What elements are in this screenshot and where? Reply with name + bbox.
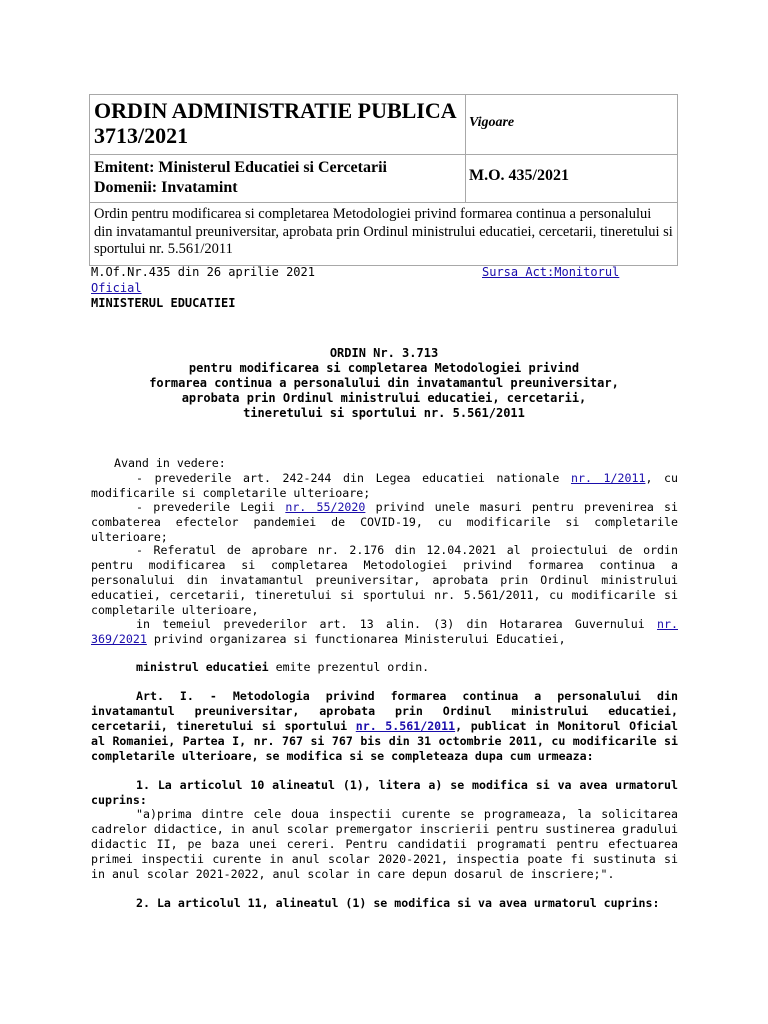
order-number: ORDIN Nr. 3.713	[329, 346, 439, 360]
article-1: Art. I. - Metodologia privind formarea continua a personalului din invatamantul preuniversitar, aprobata prin Ordinul ministrului educatiei, cercetarii, tineretului si sportului nr. 5.561/2011, publicat in Monitorul Oficial al Romaniei, Partea I, nr. 767 si 767 bis din 31 octombrie 2011, cu modificarile si completarile ulterioare, se modifica si se completeaza dupa cum urmeaza:	[91, 689, 678, 764]
preamble-item-3: - Referatul de aprobare nr. 2.176 din 12.04.2021 al proiectului de ordin pentru modificarea si completarea Metodologiei privind formarea continua a personalului din invatamantul preuniversitar, aprobata prin Ordinul ministrului educatiei, cercetarii, tineretului si sportului nr. 5.561/2011, cu modificarile si completarile ulterioare,	[91, 543, 678, 618]
order-title-line-4: tineretului si sportului nr. 5.561/2011	[243, 406, 525, 420]
law-link-1-2011[interactable]: nr. 1/2011	[570, 471, 646, 485]
act-domenii: Domenii: Invatamint	[94, 179, 238, 196]
preamble-item-1: - prevederile art. 242-244 din Legea educatiei nationale nr. 1/2011, cu modificarile si completarile ulterioare;	[91, 471, 678, 501]
mof-reference: M.Of.Nr.435 din 26 aprilie 2021	[91, 265, 315, 279]
point-2: 2. La articolul 11, alineatul (1) se modifica si va avea urmatorul cuprins:	[136, 896, 660, 910]
order-title-line-2: formarea continua a personalului din invatamantul preuniversitar,	[149, 376, 619, 390]
point-1-quote: "a)prima dintre cele doua inspectii curente se programeaza, la solicitarea cadrelor didactice, in anul scolar premergator inscrierii pentru sustinerea gradului didactic II, pe baza unei cereri. Pentru candidatii programati pentru efectuarea primei inspectii curente in anul scolar 2020-2021, inspectia poate fi sustinuta si in anul scolar 2021-2022, anul scolar in care depun dosarul de inscriere;".	[91, 807, 678, 882]
act-monitor: M.O. 435/2021	[466, 155, 677, 203]
ministry-name: MINISTERUL EDUCATIEI	[91, 296, 236, 310]
order-link-5561-2011[interactable]: nr. 5.561/2011	[355, 719, 456, 734]
act-emitent: Emitent: Ministerul Educatiei si Cercetarii	[94, 159, 387, 176]
law-link-55-2020[interactable]: nr. 55/2020	[285, 500, 366, 514]
act-title: ORDIN ADMINISTRATIE PUBLICA 3713/2021	[90, 95, 466, 155]
source-link-continued[interactable]: Oficial	[91, 281, 142, 295]
issuance-statement: ministrul educatiei emite prezentul ordin.	[136, 660, 430, 674]
order-title-line-3: aprobata prin Ordinul ministrului educatiei, cercetarii,	[181, 391, 587, 405]
hg-link-369-2021[interactable]: nr. 369/2021	[91, 617, 678, 647]
preamble-item-2: - prevederile Legii nr. 55/2020 privind unele masuri pentru prevenirea si combaterea efectelor pandemiei de COVID-19, cu modificarile si completarile ulterioare;	[91, 500, 678, 545]
act-emitent-cell	[90, 155, 466, 203]
act-header-table	[89, 94, 678, 266]
act-description: Ordin pentru modificarea si completarea Metodologiei privind formarea continua a personalului din invatamantul preuniversitar, aprobata prin Ordinul ministrului educatiei, cercetarii, tineretului si sportului nr. 5.561/2011	[94, 206, 673, 257]
act-status: Vigoare	[466, 95, 677, 155]
preamble-item-4: in temeiul prevederilor art. 13 alin. (3) din Hotararea Guvernului nr. 369/2021 privind organizarea si functionarea Ministerului Educatiei,	[91, 617, 678, 647]
order-title-line-1: pentru modificarea si completarea Metodologiei privind	[188, 361, 580, 375]
source-link[interactable]: Sursa Act:Monitorul	[482, 265, 620, 279]
point-1: 1. La articolul 10 alineatul (1), litera a) se modifica si va avea urmatorul cuprins:	[91, 778, 678, 808]
preamble-heading: Avand in vedere:	[114, 456, 226, 470]
